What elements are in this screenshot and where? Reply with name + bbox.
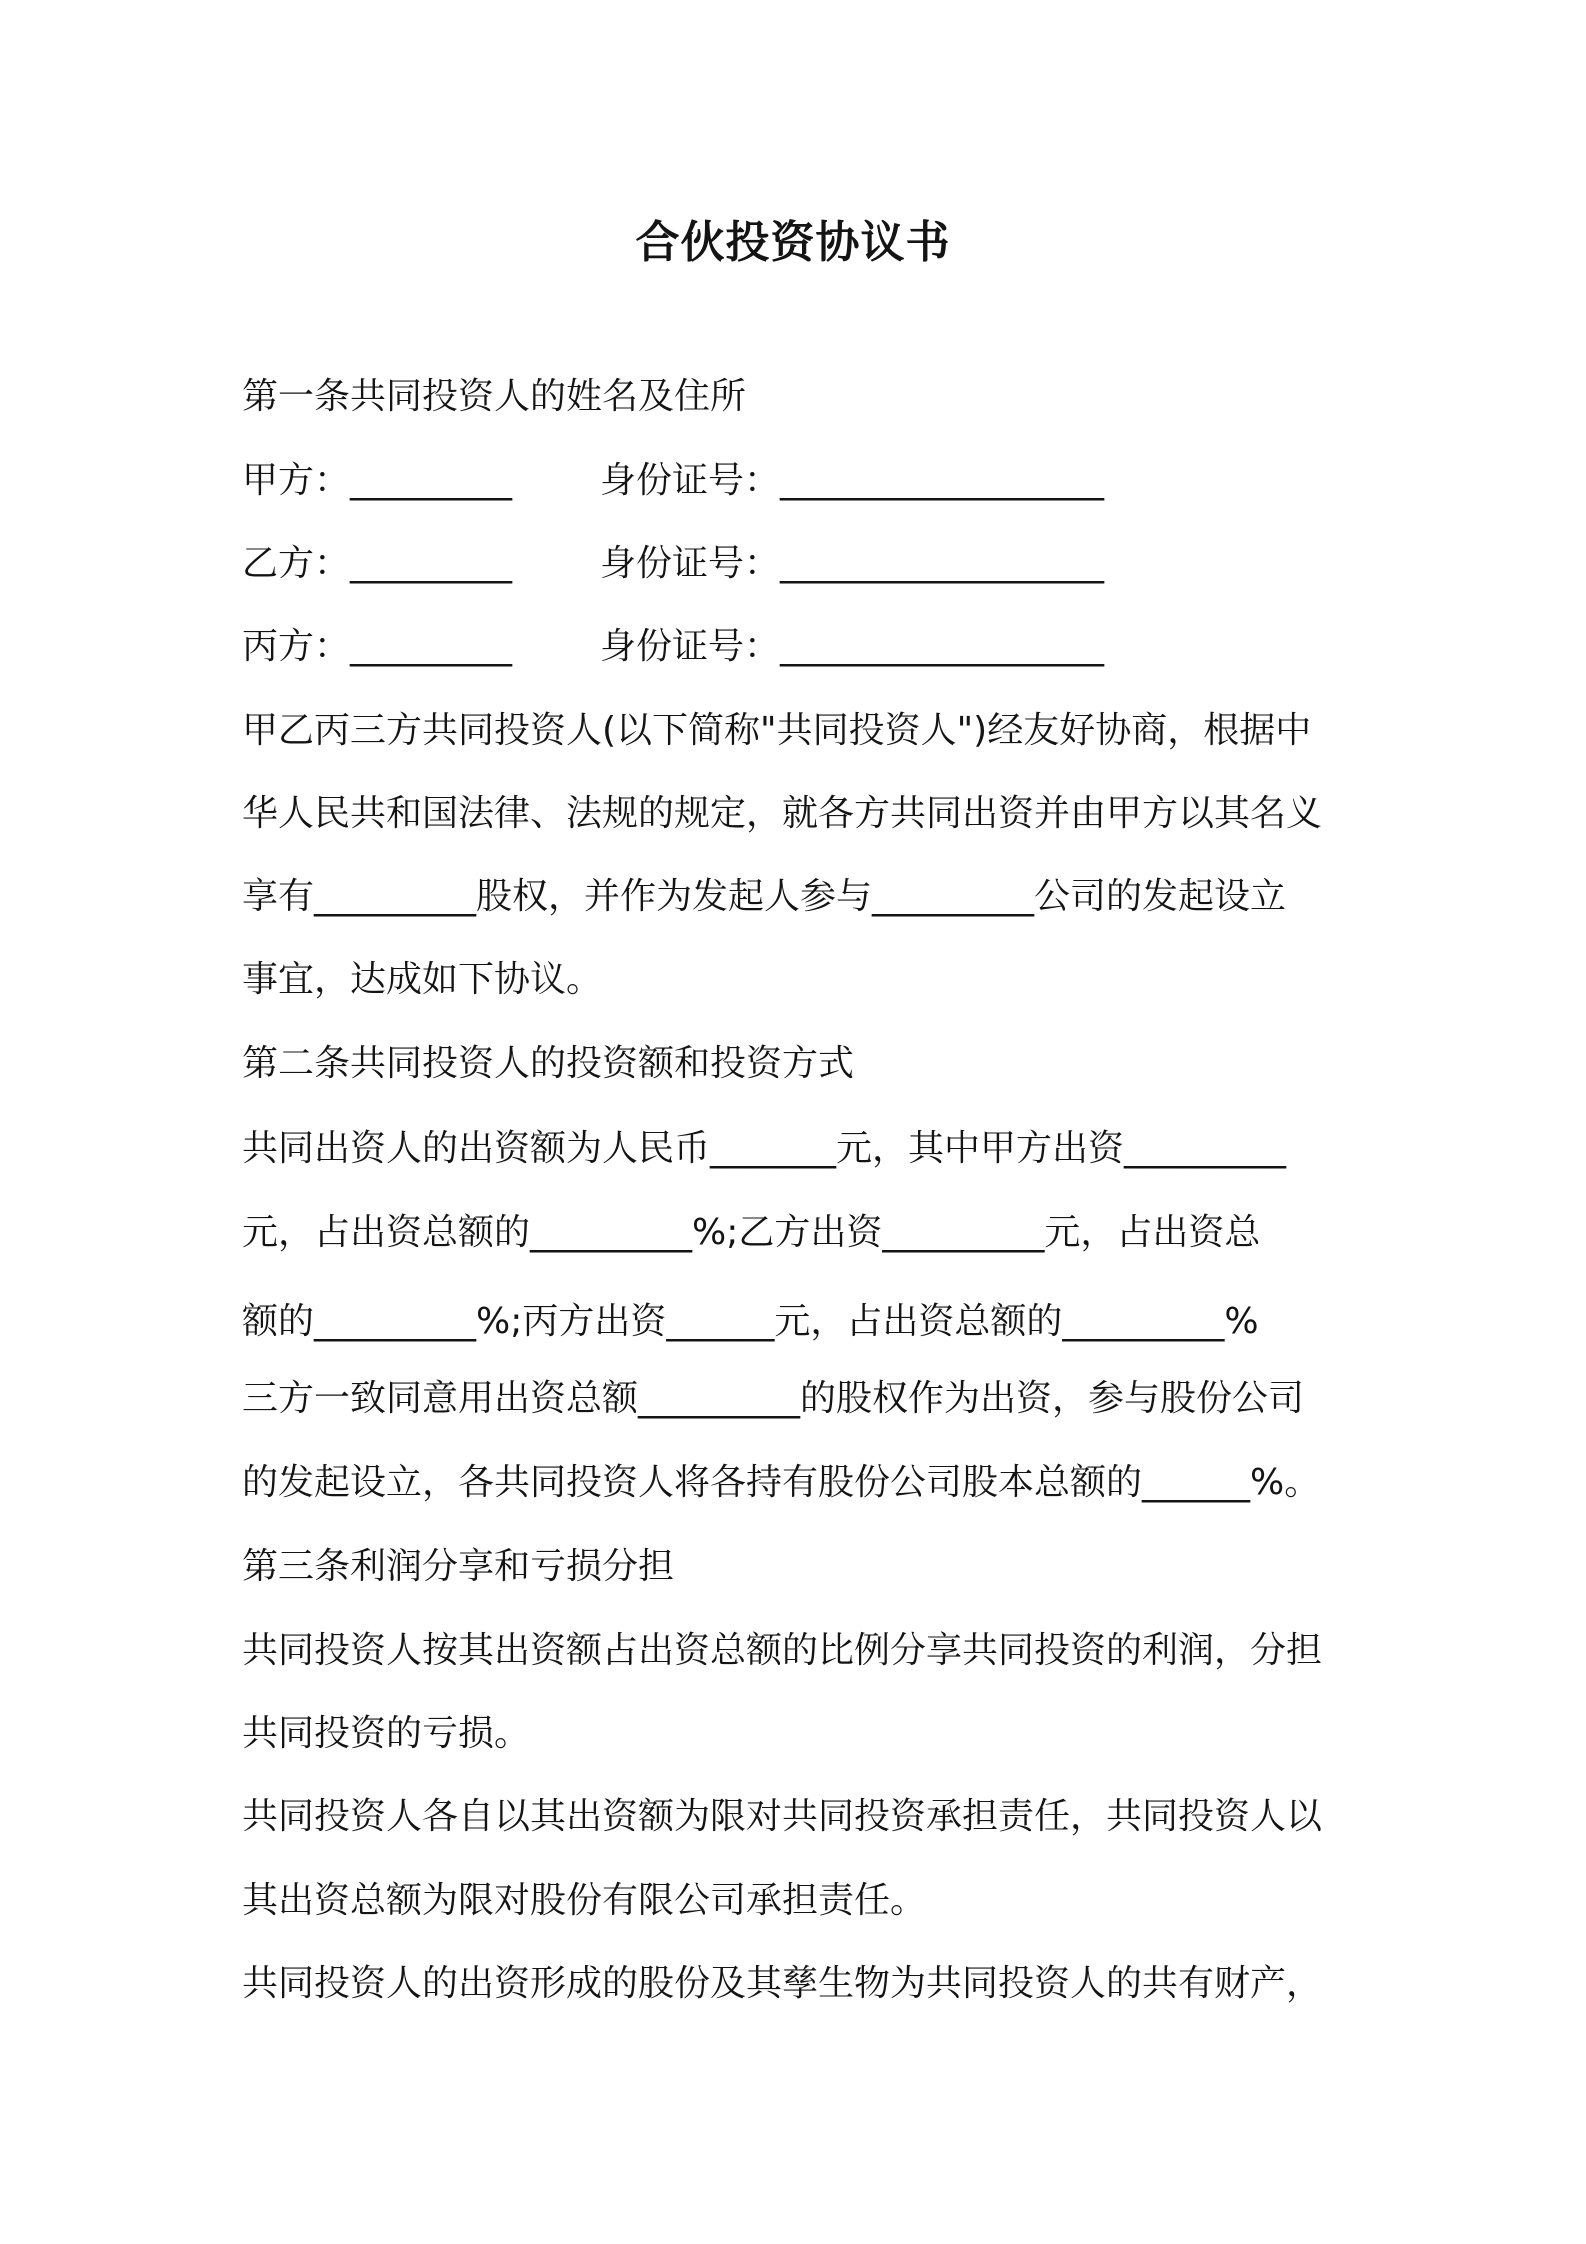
paragraph-line: 甲乙丙三方共同投资人(以下简称"共同投资人")经友好协商，根据中 — [242, 710, 1312, 751]
party-id-field: 身份证号：__________________ — [600, 460, 1105, 501]
paragraph-line: 共同投资人按其出资额占出资总额的比例分享共同投资的利润，分担 — [242, 1630, 1323, 1671]
paragraph-line: 其出资总额为限对股份有限公司承担责任。 — [242, 1880, 927, 1921]
paragraph-line: 共同出资人的出资额为人民币_______元，其中甲方出资_________ — [242, 1128, 1287, 1169]
paragraph-line: 共同投资人各自以其出资额为限对共同投资承担责任，共同投资人以 — [242, 1796, 1323, 1837]
paragraph-line: 享有_________股权，并作为发起人参与_________公司的发起设立 — [242, 876, 1287, 917]
party-name-field: 乙方：_________ — [242, 543, 513, 584]
paragraph-line: 事宜，达成如下协议。 — [242, 959, 603, 1000]
paragraph-line: 三方一致同意用出资总额_________的股权作为出资，参与股份公司 — [242, 1378, 1305, 1419]
party-name-field: 丙方：_________ — [242, 626, 513, 667]
paragraph-line: 共同投资人的出资形成的股份及其孳生物为共同投资人的共有财产， — [242, 1963, 1323, 2004]
party-id-field: 身份证号：__________________ — [600, 626, 1105, 667]
party-row-yi — [242, 538, 1357, 590]
paragraph-line: 共同投资的亏损。 — [242, 1713, 531, 1754]
paragraph-line: 元，占出资总额的_________%;乙方出资_________元，占出资总 — [242, 1212, 1261, 1253]
paragraph-line: 的发起设立，各共同投资人将各持有股份公司股本总额的______%。 — [242, 1462, 1321, 1503]
party-row-jia — [242, 455, 1357, 507]
party-row-bing — [242, 621, 1357, 673]
party-id-field: 身份证号：__________________ — [600, 543, 1105, 584]
party-name-field: 甲方：_________ — [242, 460, 513, 501]
section-3-heading: 第三条利润分享和亏损分担 — [242, 1546, 675, 1587]
document-title: 合伙投资协议书 — [635, 217, 951, 268]
paragraph-line: 额的_________%;丙方出资______元，占出资总额的_________% — [242, 1301, 1259, 1342]
paragraph-line: 华人民共和国法律、法规的规定，就各方共同出资并由甲方以其名义 — [242, 793, 1323, 834]
section-2-heading: 第二条共同投资人的投资额和投资方式 — [242, 1043, 855, 1084]
section-1-heading: 第一条共同投资人的姓名及住所 — [242, 376, 747, 417]
